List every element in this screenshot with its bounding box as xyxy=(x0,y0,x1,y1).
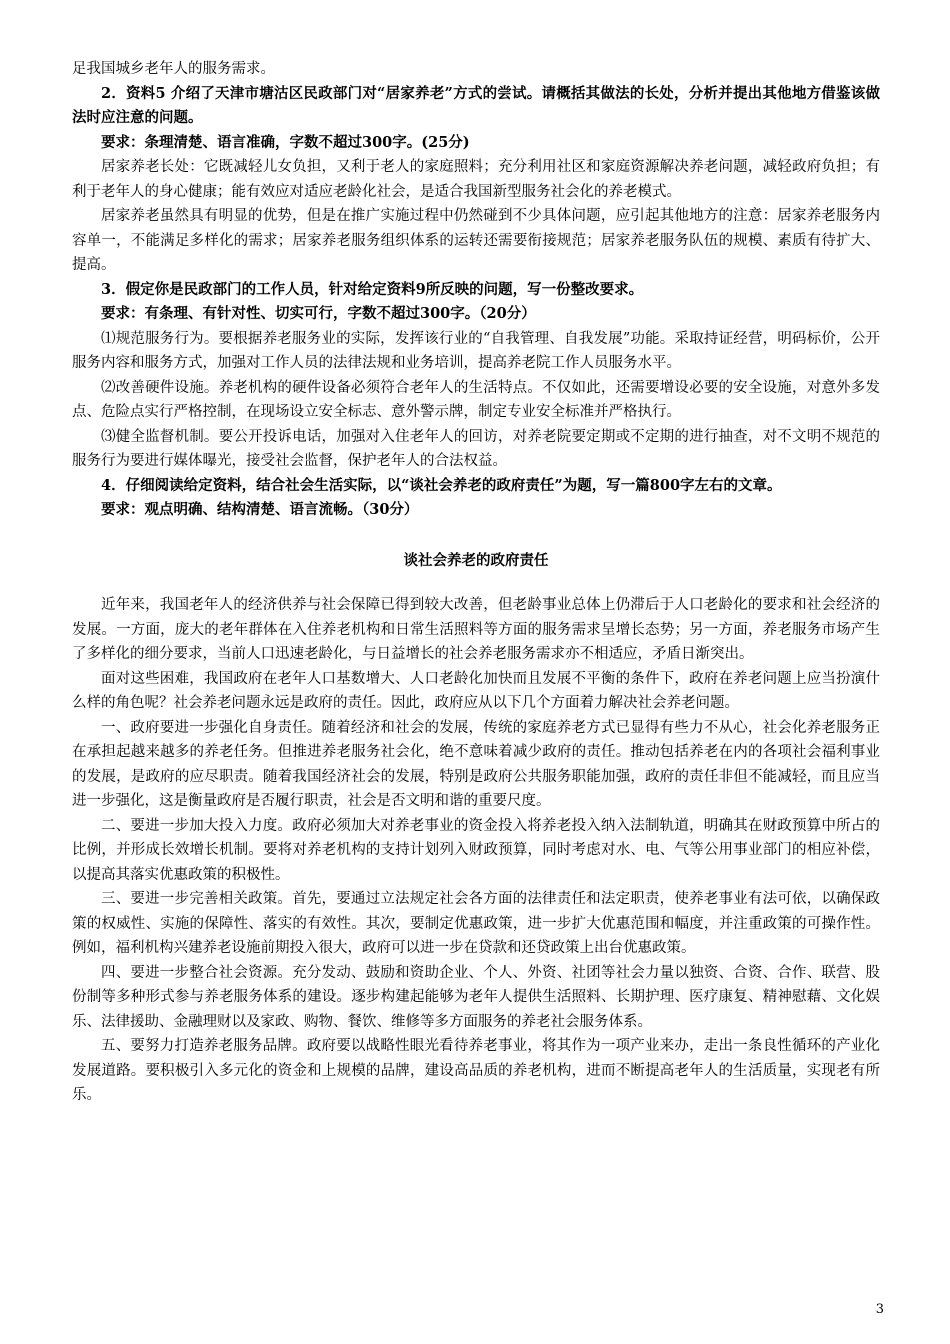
question-3: 3．假定你是民政部门的工作人员，针对给定资料9所反映的问题，写一份整改要求。 xyxy=(101,280,644,298)
essay-paragraph-4: 二、要进一步加大投入力度。政府必须加大对养老事业的资金投入将养老投入纳入法制轨道，明确其在财政预算中所占的比例，并形成长效增长机制。要将对养老机构的支持计划列入财政预算，同时考虑对水、电、气等公用事业部门的相应补偿，以提高其落实优惠政策的积极性。 xyxy=(72,817,880,883)
essay-paragraph-2: 面对这些困难，我国政府在老年人口基数增大、人口老龄化加快而且发展不平衡的条件下，政府在养老问题上应当扮演什么样的角色呢？社会养老问题永远是政府的责任。因此，政府应从以下几个方面着力解决社会养老问题。 xyxy=(72,670,880,711)
question-2-requirement: 要求：条理清楚、语言准确，字数不超过300字。(25分) xyxy=(101,133,470,151)
question-4-requirement: 要求：观点明确、结构清楚、语言流畅。（30分） xyxy=(101,501,419,518)
page-number: 3 xyxy=(875,1302,884,1317)
question-3-requirement: 要求：有条理、有针对性、切实可行，字数不超过300字。（20分） xyxy=(101,305,536,322)
answer-2-paragraph-2: 居家养老虽然具有明显的优势，但是在推广实施过程中仍然碰到不少具体问题，应引起其他地方的注意：居家养老服务内容单一，不能满足多样化的需求；居家养老服务组织体系的运转还需要衔接规范；居家养老服务队伍的规模、素质有待扩大、提高。 xyxy=(72,208,880,273)
answer-3-paragraph-3: ⑶健全监督机制。要公开投诉电话，加强对入住老年人的回访，对养老院要定期或不定期的进行抽查，对不文明不规范的服务行为要进行媒体曝光，接受社会监督，保护老年人的合法权益。 xyxy=(72,428,880,469)
question-4: 4．仔细阅读给定资料，结合社会生活实际，以“谈社会养老的政府责任”为题，写一篇800字左右的文章。 xyxy=(101,476,782,494)
essay-title: 谈社会养老的政府责任 xyxy=(403,551,549,569)
essay-paragraph-1: 近年来，我国老年人的经济供养与社会保障已得到较大改善，但老龄事业总体上仍滞后于人口老龄化的要求和社会经济的发展。一方面，庞大的老年群体在入住养老机构和日常生活照料等方面的服务需求呈增长态势；另一方面，养老服务市场产生了多样化的细分要求，当前人口迅速老龄化，与日益增长的社会养老服务需求亦不相适应，矛盾日渐突出。 xyxy=(72,597,880,662)
document-body xyxy=(72,57,880,1108)
essay-paragraph-6: 四、要进一步整合社会资源。充分发动、鼓励和资助企业、个人、外资、社团等社会力量以独资、合资、合作、联营、股份制等多种形式参与养老服务体系的建设。逐步构建起能够为老年人提供生活照料、长期护理、医疗康复、精神慰藉、文化娱乐、法律援助、金融理财以及家政、购物、餐饮、维修等多方面服务的养老社会服务体系。 xyxy=(72,964,880,1030)
continued-text: 足我国城乡老年人的服务需求。 xyxy=(72,61,275,77)
question-2: 2．资料5 介绍了天津市塘沽区民政部门对“居家养老”方式的尝试。请概括其做法的长处，分析并提出其他地方借鉴该做法时应注意的问题。 xyxy=(72,84,880,126)
spacer xyxy=(72,523,880,549)
answer-2-paragraph-1: 居家养老长处：它既减轻儿女负担，又利于老人的家庭照料；充分利用社区和家庭资源解决养老问题，减轻政府负担；有利于老年人的身心健康；能有效应对适应老龄化社会，是适合我国新型服务社会化的养老模式。 xyxy=(72,159,880,200)
answer-3-paragraph-1: ⑴规范服务行为。要根据养老服务业的实际，发挥该行业的“自我管理、自我发展”功能。采取持证经营，明码标价，公开服务内容和服务方式，加强对工作人员的法律法规和业务培训，提高养老院工作人员服务水平。 xyxy=(72,330,880,371)
essay-paragraph-3: 一、政府要进一步强化自身责任。随着经济和社会的发展，传统的家庭养老方式已显得有些力不从心，社会化养老服务正在承担起越来越多的养老任务。但推进养老服务社会化，绝不意味着减少政府的责任。推动包括养老在内的各项社会福利事业的发展，是政府的应尽职责。随着我国经济社会的发展，特别是政府公共服务职能加强，政府的责任非但不能减轻，而且应当进一步强化，这是衡量政府是否履行职责，社会是否文明和谐的重要尺度。 xyxy=(72,719,880,809)
essay-paragraph-7: 五、要努力打造养老服务品牌。政府要以战略性眼光看待养老事业，将其作为一项产业来办，走出一条良性循环的产业化发展道路。要积极引入多元化的资金和上规模的品牌，建设高品质的养老机构，进而不断提高老年人的生活质量，实现老有所乐。 xyxy=(72,1038,880,1103)
answer-3-paragraph-2: ⑵改善硬件设施。养老机构的硬件设备必须符合老年人的生活特点。不仅如此，还需要增设必要的安全设施，对意外多发点、危险点实行严格控制，在现场设立安全标志、意外警示牌，制定专业安全标准并严格执行。 xyxy=(72,379,880,420)
essay-paragraph-5: 三、要进一步完善相关政策。首先，要通过立法规定社会各方面的法律责任和法定职责，使养老事业有法可依，以确保政策的权威性、实施的保障性、落实的有效性。其次，要制定优惠政策，进一步扩大优惠范围和幅度，并注重政策的可操作性。例如，福利机构兴建养老设施前期投入很大，政府可以进一步在贷款和还贷政策上出台优惠政策。 xyxy=(72,891,880,956)
